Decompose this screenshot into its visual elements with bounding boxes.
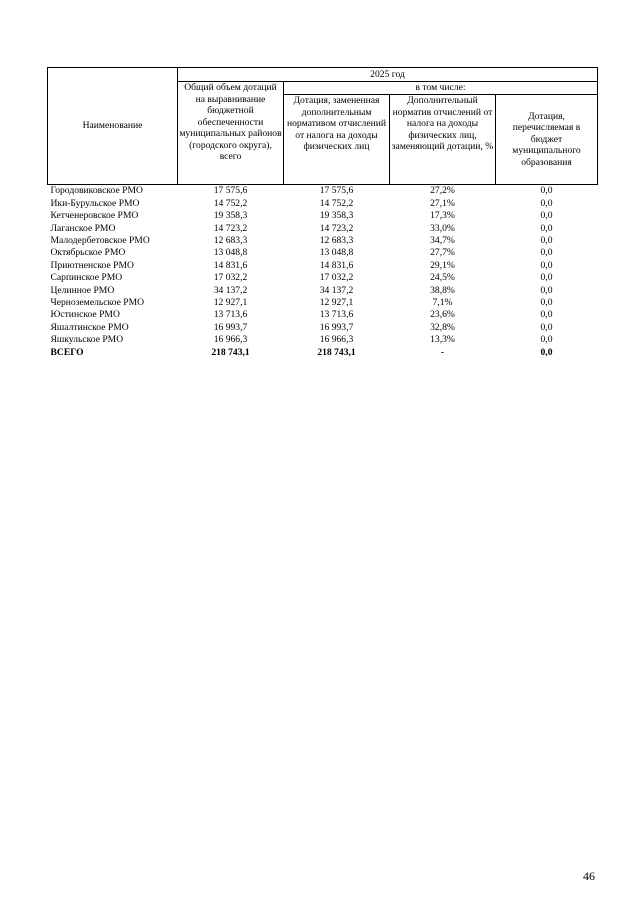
transferred-subsidy-cell: 0,0 <box>540 197 553 209</box>
replaced-subsidy-cell: 12 927,1 <box>319 296 354 308</box>
additional-norm-cell: 33,0% <box>430 222 455 234</box>
header-total: Общий объем дотаций на выравнивание бюджетной обеспеченности муниципальных районов (городского округа), всего <box>178 82 284 185</box>
replaced-subsidy-cell: 13 713,6 <box>319 309 354 321</box>
transferred-subsidy-cell: 0,0 <box>540 210 553 222</box>
district-name-cell: Малодербетовское РМО <box>50 235 150 246</box>
table-row <box>48 197 598 209</box>
table-row <box>48 210 598 222</box>
additional-norm-cell: 38,8% <box>430 284 455 296</box>
total-cell: 16 993,7 <box>213 321 248 333</box>
replaced-subsidy-cell: 12 683,3 <box>319 235 354 246</box>
transferred-subsidy-cell: 0,0 <box>540 284 553 296</box>
transferred-subsidy-cell: 0,0 <box>540 346 553 358</box>
total-cell: 14 723,2 <box>213 222 248 234</box>
header-name: Наименование <box>48 68 178 185</box>
table-row <box>48 272 598 284</box>
replaced-subsidy-cell: 17 032,2 <box>319 272 354 284</box>
additional-norm-cell: 24,5% <box>430 272 455 284</box>
replaced-subsidy-cell: 17 575,6 <box>319 185 354 197</box>
replaced-subsidy-cell: 19 358,3 <box>319 210 354 222</box>
district-name-cell: ВСЕГО <box>50 346 84 358</box>
transferred-subsidy-cell: 0,0 <box>540 296 553 308</box>
header-year: 2025 год <box>178 68 598 82</box>
additional-norm-cell: 23,6% <box>430 309 455 321</box>
transferred-subsidy-cell: 0,0 <box>540 321 553 333</box>
additional-norm-cell: 17,3% <box>430 210 455 222</box>
table-row <box>48 259 598 271</box>
total-cell: 13 048,8 <box>213 247 248 259</box>
district-name-cell: Приютненское РМО <box>50 259 134 271</box>
replaced-subsidy-cell: 14 752,2 <box>319 197 354 209</box>
total-cell: 16 966,3 <box>213 334 248 346</box>
total-cell: 14 831,6 <box>213 259 248 271</box>
transferred-subsidy-cell: 0,0 <box>540 222 553 234</box>
additional-norm-cell: 27,7% <box>430 247 455 259</box>
replaced-subsidy-cell: 218 743,1 <box>317 346 356 358</box>
transferred-subsidy-cell: 0,0 <box>540 235 553 246</box>
table-row <box>48 321 598 333</box>
total-cell: 12 683,3 <box>213 235 248 246</box>
additional-norm-cell: 7,1% <box>432 296 453 308</box>
district-name-cell: Сарпинское РМО <box>50 272 123 284</box>
total-cell: 14 752,2 <box>213 197 248 209</box>
additional-norm-cell: 32,8% <box>430 321 455 333</box>
total-cell: 19 358,3 <box>213 210 248 222</box>
replaced-subsidy-cell: 13 048,8 <box>319 247 354 259</box>
table-row <box>48 309 598 321</box>
replaced-subsidy-cell: 16 966,3 <box>319 334 354 346</box>
header-transferred-subsidy: Дотация, перечисляемая в бюджет муниципального образования <box>496 95 598 185</box>
district-name-cell: Яшкульское РМО <box>50 334 124 346</box>
total-cell: 12 927,1 <box>213 296 248 308</box>
additional-norm-cell: - <box>440 346 445 358</box>
additional-norm-cell: 27,2% <box>430 185 455 197</box>
replaced-subsidy-cell: 34 137,2 <box>319 284 354 296</box>
district-name-cell: Целинное РМО <box>50 284 115 296</box>
transferred-subsidy-cell: 0,0 <box>540 185 553 197</box>
page-number: 46 <box>583 869 595 883</box>
total-cell: 218 743,1 <box>211 346 250 358</box>
additional-norm-cell: 13,3% <box>430 334 455 346</box>
table-row <box>48 297 598 309</box>
transferred-subsidy-cell: 0,0 <box>540 334 553 346</box>
total-cell: 17 575,6 <box>213 185 248 197</box>
district-name-cell: Лаганское РМО <box>50 222 116 234</box>
transferred-subsidy-cell: 0,0 <box>540 309 553 321</box>
district-name-cell: Октябрьское РМО <box>50 247 126 259</box>
replaced-subsidy-cell: 14 831,6 <box>319 259 354 271</box>
additional-norm-cell: 29,1% <box>430 259 455 271</box>
total-cell: 13 713,6 <box>213 309 248 321</box>
table-row <box>48 247 598 259</box>
header-including: в том числе: <box>284 82 598 95</box>
header-replaced-subsidy: Дотация, замененная дополнительным нормативом отчислений от налога на доходы физических лиц <box>284 95 390 185</box>
transferred-subsidy-cell: 0,0 <box>540 272 553 284</box>
additional-norm-cell: 34,7% <box>430 235 455 246</box>
table-row <box>48 334 598 346</box>
table-row <box>48 235 598 247</box>
replaced-subsidy-cell: 16 993,7 <box>319 321 354 333</box>
transferred-subsidy-cell: 0,0 <box>540 247 553 259</box>
table-row <box>48 222 598 234</box>
total-row <box>48 346 598 358</box>
header-additional-norm: Дополнительный норматив отчислений от налога на доходы физических лиц, заменяющий дотации, % <box>390 95 496 185</box>
replaced-subsidy-cell: 14 723,2 <box>319 222 354 234</box>
additional-norm-cell: 27,1% <box>430 197 455 209</box>
total-cell: 17 032,2 <box>213 272 248 284</box>
district-name-cell: Черноземельское РМО <box>50 296 145 308</box>
total-cell: 34 137,2 <box>213 284 248 296</box>
subsidy-table <box>47 67 598 358</box>
transferred-subsidy-cell: 0,0 <box>540 259 553 271</box>
district-name-cell: Юстинское РМО <box>50 309 120 321</box>
district-name-cell: Яшалтинское РМО <box>50 321 129 333</box>
district-name-cell: Ики-Бурульское РМО <box>50 197 140 209</box>
table-body <box>48 185 598 359</box>
table-row <box>48 284 598 296</box>
district-name-cell: Городовиковское РМО <box>50 185 143 197</box>
table-row <box>48 185 598 198</box>
district-name-cell: Кетченеровское РМО <box>50 210 139 222</box>
